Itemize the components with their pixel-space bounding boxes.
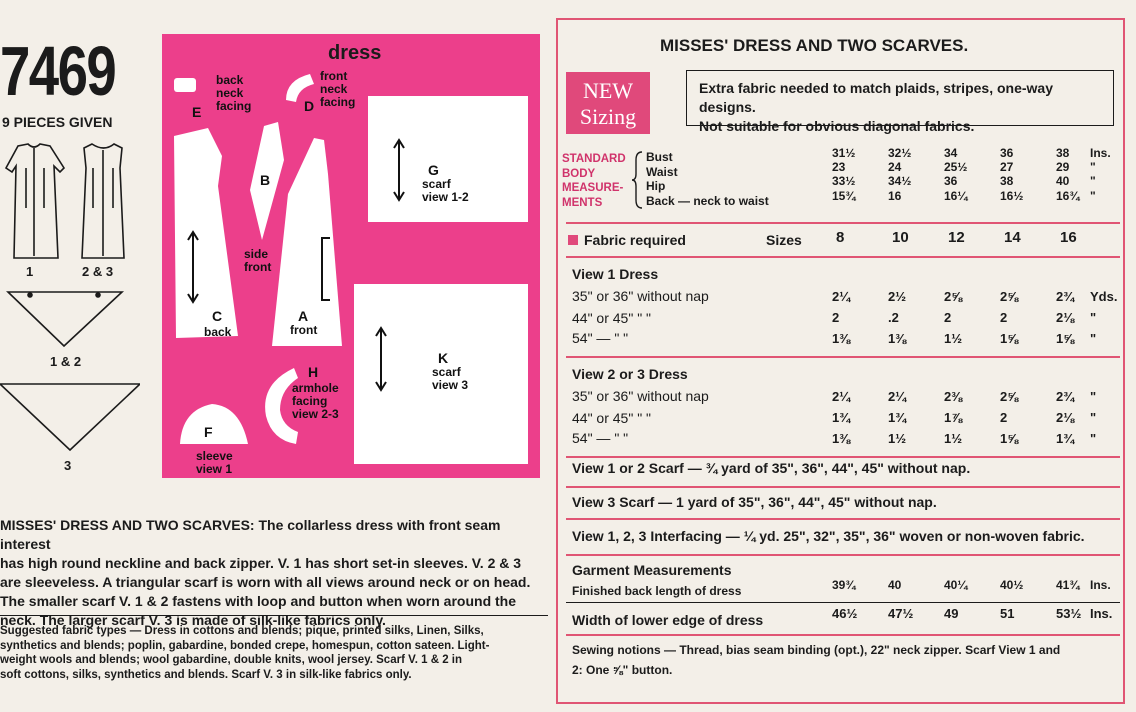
grid-cell: 2¾ <box>1056 289 1075 304</box>
description-line: are sleeveless. A triangular scarf is worn with all views around neck or on head. <box>0 574 531 590</box>
grid-cell: 2½ <box>888 289 907 304</box>
piece-g-label: scarf view 1-2 <box>422 177 469 204</box>
grid-unit: Yds. <box>1090 289 1118 304</box>
grid-cell: 16½ <box>1000 189 1024 203</box>
fabric-line: soft cottons, silks, synthetics and blends. Scarf V. 3 in silk-like fabrics only. <box>0 668 412 681</box>
grid-cell: 16¾ <box>1056 189 1080 203</box>
size-cell: 12 <box>948 229 965 246</box>
scarf-12-sketch <box>8 292 122 346</box>
scarf12-line: View 1 or 2 Scarf — ¾ yard of 35", 36", 44", 45" without nap. <box>572 460 971 476</box>
grid-cell: .2 <box>888 310 899 325</box>
grid-cell: 33½ <box>832 174 856 188</box>
view1-row-label: 54" — " " <box>572 330 629 346</box>
grid-cell: 2 <box>944 310 952 325</box>
divider <box>0 615 548 616</box>
right-title: MISSES' DRESS AND TWO SCARVES. <box>660 36 969 55</box>
grid-unit: Ins. <box>1090 578 1111 592</box>
grid-cell: 39¾ <box>832 578 856 592</box>
grainline-arrow-icon <box>186 230 200 304</box>
grid-unit: " <box>1090 331 1097 346</box>
grid-cell: 46½ <box>832 606 858 621</box>
badge-line: Sizing <box>579 104 637 129</box>
sewing-notions: Sewing notions — Thread, bias seam binding (opt.), 22" neck zipper. Scarf View 1 and 2: One ⅝" button. <box>572 643 1061 677</box>
grid-cell: 34 <box>944 146 958 160</box>
standard-body-label: STANDARD BODY MEASURE- MENTS <box>562 153 626 209</box>
badge-line: NEW <box>582 78 634 103</box>
width-lower-label: Width of lower edge of dress <box>572 612 764 628</box>
grainline-arrow-icon <box>392 138 406 202</box>
grid-unit: " <box>1090 410 1097 425</box>
view-label-23: 2 & 3 <box>82 264 114 279</box>
bullet-icon <box>568 235 578 245</box>
piece-b-letter: B <box>260 172 271 188</box>
grid-cell: 49 <box>944 606 959 621</box>
divider <box>566 518 1120 520</box>
size-cell: 10 <box>892 229 909 246</box>
grid-cell: 1¾ <box>1056 431 1075 446</box>
grid-cell: 2⅝ <box>1000 389 1019 404</box>
piece-h-letter: H <box>308 364 319 380</box>
scarf-3-sketch <box>0 384 140 450</box>
size-cell: 16 <box>1060 229 1077 246</box>
divider <box>566 634 1120 636</box>
grid-cell: 2⅝ <box>1000 289 1019 304</box>
grid-cell: 53½ <box>1056 606 1082 621</box>
grid-cell: 1¾ <box>888 410 907 425</box>
grid-cell: 2¼ <box>888 389 907 404</box>
grid-cell: 36 <box>1000 146 1014 160</box>
description-line: has high round neckline and back zipper. V. 1 has short set-in sleeves. V. 2 & 3 <box>0 555 522 571</box>
pattern-layout <box>162 34 540 478</box>
view-1-dress-sketch <box>6 144 64 258</box>
piece-k-label: scarf view 3 <box>432 365 469 392</box>
grid-cell: 15¾ <box>832 189 856 203</box>
grid-cell: 1⅜ <box>832 331 851 346</box>
view23-row-label: 44" or 45" " " <box>572 410 652 426</box>
notice-line: Extra fabric needed to match plaids, stripes, one-way designs. <box>699 80 1053 115</box>
grid-unit: " <box>1090 189 1096 203</box>
piece-c-label: back <box>204 325 232 339</box>
grid-cell: 2 <box>1000 410 1008 425</box>
grid-cell: 2¼ <box>832 289 851 304</box>
piece-a-label: front <box>290 323 318 337</box>
fabric-line: Suggested fabric types — Dress in cottons and blends; pique, printed silks, Linen, Silks, <box>0 625 484 637</box>
divider <box>566 554 1120 556</box>
view-label-12: 1 & 2 <box>50 354 82 369</box>
pattern-number: 7469 <box>0 32 116 110</box>
piece-d-label: front neck facing <box>320 69 356 109</box>
description <box>0 516 548 630</box>
grid-unit: " <box>1090 431 1097 446</box>
layout-title: dress <box>328 42 382 64</box>
brace-icon <box>630 150 644 210</box>
description-line: neck. The larger scarf V. 3 is made of silk-like fabrics only. <box>0 612 386 628</box>
grid-unit: Ins. <box>1090 606 1113 621</box>
grid-cell: 23 <box>832 160 846 174</box>
grid-unit: " <box>1090 174 1096 188</box>
grid-cell: 24 <box>888 160 902 174</box>
grid-cell: 16¼ <box>944 189 968 203</box>
grid-cell: 25½ <box>944 160 968 174</box>
notice-box <box>686 70 1114 134</box>
garment-title: Garment Measurements <box>572 562 732 578</box>
grid-unit: " <box>1090 310 1097 325</box>
grid-cell: 27 <box>1000 160 1014 174</box>
piece-b-label: side front <box>244 247 272 274</box>
fabric-line: weight wools and blends; wool gabardine, double knits, wool jersey. Scarf V. 1 & 2 in <box>0 654 463 666</box>
divider <box>566 486 1120 488</box>
piece-e-label: back neck facing <box>216 73 252 113</box>
divider <box>566 256 1120 258</box>
piece-e-shape <box>174 78 196 92</box>
grid-unit: Ins. <box>1090 146 1111 160</box>
grid-cell: 1½ <box>888 431 907 446</box>
grid-cell: 1½ <box>944 331 963 346</box>
view-label-1: 1 <box>26 264 34 279</box>
grid-cell: 1⅞ <box>944 410 963 425</box>
grid-cell: 1⅝ <box>1000 431 1019 446</box>
view-label-3: 3 <box>64 458 72 473</box>
divider <box>566 456 1120 458</box>
grid-cell: 2⅛ <box>1056 410 1075 425</box>
grid-cell: 51 <box>1000 606 1015 621</box>
grid-cell: 1⅝ <box>1000 331 1019 346</box>
piece-g-letter: G <box>428 162 439 178</box>
description-line: The smaller scarf V. 1 & 2 fastens with loop and button when worn around the <box>0 593 517 609</box>
view-sketches <box>0 138 140 478</box>
grid-cell: 40¼ <box>944 578 968 592</box>
grid-cell: 41¾ <box>1056 578 1080 592</box>
grainline-arrow-icon <box>374 326 388 392</box>
piece-h-label: armhole facing view 2-3 <box>292 381 339 421</box>
grid-cell: 31½ <box>832 146 856 160</box>
piece-f-label: sleeve view 1 <box>196 449 233 476</box>
grid-cell: 1¾ <box>832 410 851 425</box>
pieces-given: 9 PIECES GIVEN <box>2 114 113 130</box>
interfacing-line: View 1, 2, 3 Interfacing — ¼ yd. 25", 32", 35", 36" woven or non-woven fabric. <box>572 528 1085 544</box>
grid-cell: 1⅝ <box>1056 331 1075 346</box>
piece-e-letter: E <box>192 104 202 120</box>
view1-row-label: 35" or 36" without nap <box>572 288 709 304</box>
grid-cell: 29 <box>1056 160 1070 174</box>
piece-a-letter: A <box>298 308 309 324</box>
new-sizing-badge <box>566 72 650 134</box>
grid-cell: 38 <box>1000 174 1014 188</box>
grainline-bracket-icon <box>318 236 332 302</box>
grid-unit: " <box>1090 389 1097 404</box>
divider <box>566 602 1120 603</box>
grid-cell: 2⅜ <box>944 389 963 404</box>
piece-f-shape <box>176 400 256 446</box>
view23-title: View 2 or 3 Dress <box>572 366 688 382</box>
sizes-label: Sizes <box>766 232 802 248</box>
grid-cell: 40½ <box>1000 578 1024 592</box>
grid-cell: 2 <box>1000 310 1008 325</box>
grid-cell: 40 <box>888 578 902 592</box>
piece-c-letter: C <box>212 308 223 324</box>
grid-cell: 1⅜ <box>888 331 907 346</box>
grid-cell: 2⅝ <box>944 289 963 304</box>
divider <box>566 356 1120 358</box>
grid-cell: 2¾ <box>1056 389 1075 404</box>
grid-cell: 2⅛ <box>1056 310 1075 325</box>
size-cell: 14 <box>1004 229 1021 246</box>
view23-row-label: 35" or 36" without nap <box>572 388 709 404</box>
size-cell: 8 <box>836 229 845 246</box>
body-labels: Bust Waist Hip Back — neck to waist <box>646 150 769 208</box>
fabric-required-label: Fabric required <box>584 232 686 248</box>
grid-cell: 1½ <box>944 431 963 446</box>
piece-d-letter: D <box>304 98 315 114</box>
grid-cell: 40 <box>1056 174 1070 188</box>
grid-cell: 38 <box>1056 146 1070 160</box>
description-line: MISSES' DRESS AND TWO SCARVES: The collarless dress with front seam interest <box>0 517 501 552</box>
view1-row-label: 44" or 45" " " <box>572 310 652 326</box>
fabric-line: synthetics and blends; poplin, gabardine, bonded crepe, homespun, cotton sateen. Light- <box>0 639 490 652</box>
grid-cell: 32½ <box>888 146 912 160</box>
grid-cell: 16 <box>888 189 902 203</box>
grid-cell: 2 <box>832 310 840 325</box>
piece-k-letter: K <box>438 350 449 366</box>
notice-line: Not suitable for obvious diagonal fabrics. <box>699 118 975 134</box>
finished-back-label: Finished back length of dress <box>572 584 742 598</box>
scarf3-line: View 3 Scarf — 1 yard of 35", 36", 44", 45" without nap. <box>572 494 937 510</box>
piece-f-letter: F <box>204 424 213 440</box>
view23-row-label: 54" — " " <box>572 430 629 446</box>
grid-cell: 2¼ <box>832 389 851 404</box>
grid-cell: 47½ <box>888 606 914 621</box>
fabric-types <box>0 624 550 682</box>
grid-unit: " <box>1090 160 1096 174</box>
grid-cell: 36 <box>944 174 958 188</box>
divider <box>566 222 1120 224</box>
grid-cell: 34½ <box>888 174 912 188</box>
view1-title: View 1 Dress <box>572 266 659 282</box>
grid-cell: 1⅜ <box>832 431 851 446</box>
